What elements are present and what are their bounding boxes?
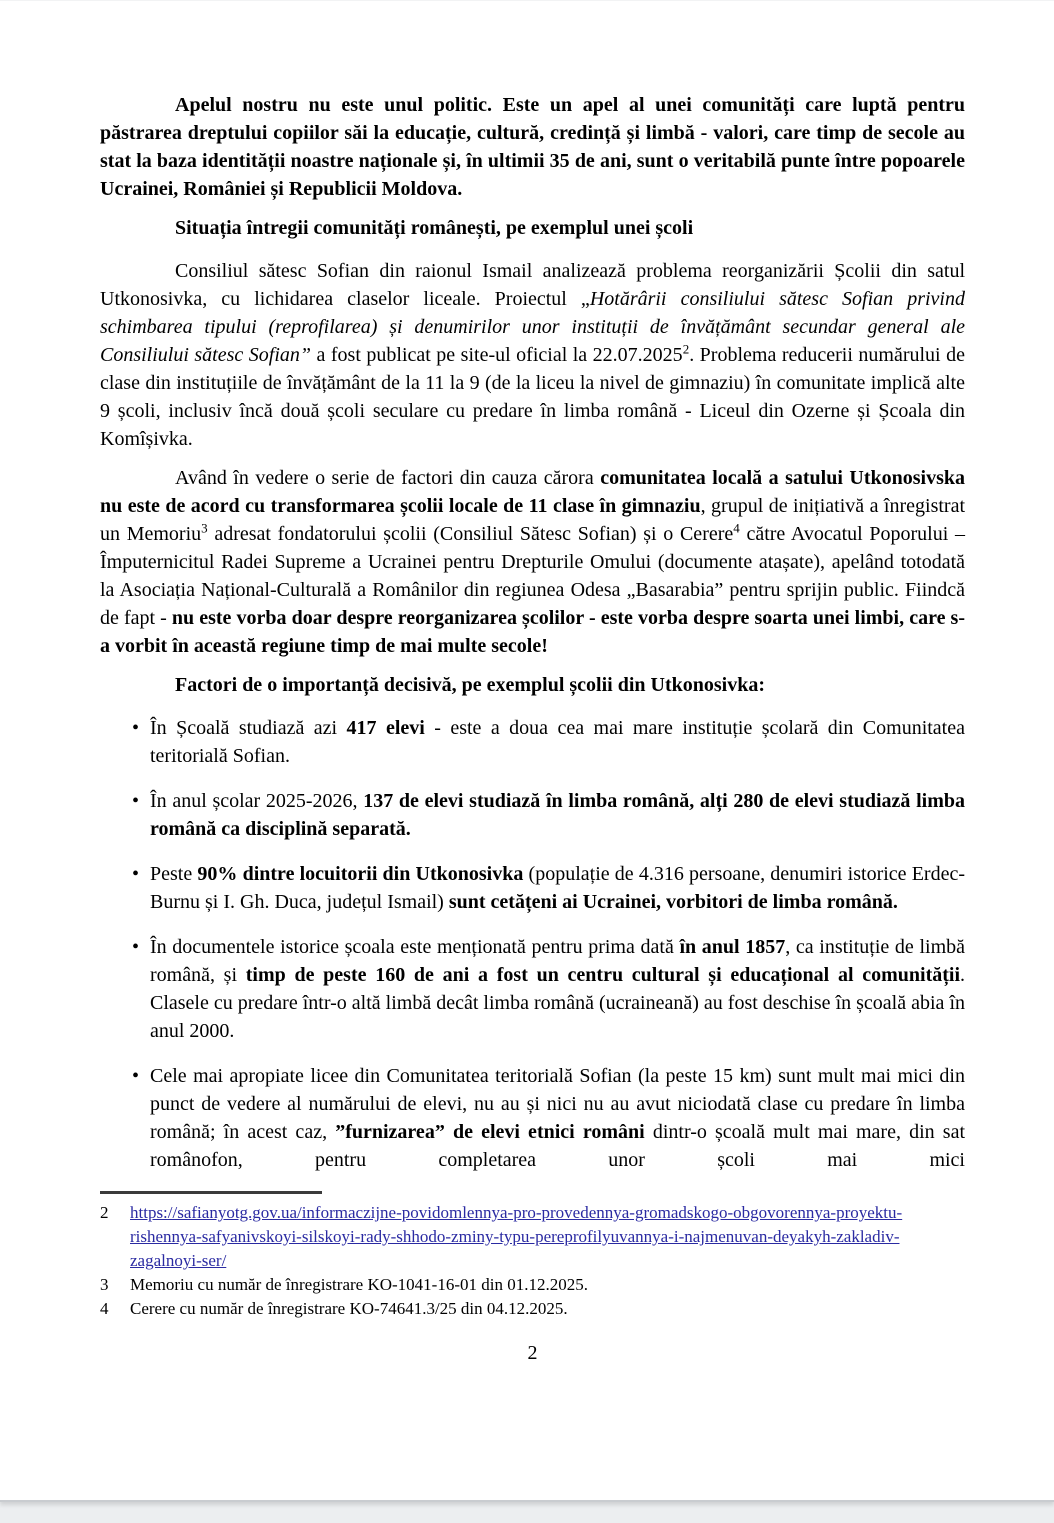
bullet-text: În Școală studiază azi 417 elevi - este a doua cea mai mare instituție școlară din Comunitatea teritorială Sofian.: [150, 717, 965, 767]
footnote-url-link[interactable]: https://safianyotg.gov.ua/informaczijne-povidomlennya-pro-provedennya-gromadskogo-obgovorennya-proyektu-rishennya-safyanivskoyi-silskoyi-rady-shhodo-zminy-typu-pereprofilyuvannya-i-najmenuvan-deyakyh-zakladiv-zagalnoyi-ser/: [130, 1203, 903, 1270]
footnote-number: 2: [100, 1203, 109, 1222]
bullet-dot-icon: •: [132, 1065, 140, 1087]
footnote-divider: [100, 1191, 322, 1194]
bullet-text: În anul școlar 2025-2026, 137 de elevi studiază în limba română, alți 280 de elevi studiază limba română ca disciplină separată.: [150, 790, 965, 840]
paragraph-council-project: Consiliul sătesc Sofian din raionul Ismail analizează problema reorganizării Școlii din satul Utkonosivka, cu lichidarea claselor liceale. Proiectul „Hotărârii consiliului sătesc Sofian privind schimbarea tipului (reprofilarea) și denumirilor unor instituții de învățământ secundar general ale Consiliului sătesc Sofian” a fost publicat pe site-ul oficial la 22.07.2025$^2$. Problema reducerii numărului de clase din instituțiile de învățământ de la 11 la 9 (de la liceu la nivel de gimnaziu) în comunitate implică alte 9 școli, inclusiv încă două școli seculare cu predare în limba română - Liceul din Ozerne și Școala din Komîșivka.: [100, 260, 965, 450]
section-heading-decisive-factors: Factori de o importanță decisivă, pe exemplul școlii din Utkonosivka:: [175, 674, 765, 696]
footnote-number: 3: [100, 1275, 109, 1294]
bullet-text: În documentele istorice școala este menționată pentru prima dată în anul 1857, ca instituție de limbă română, și timp de peste 160 de ani a fost un centru cultural și educațional al comunității. Clasele cu predare într-o altă limbă decât limba română (ucraineană) au fost deschise în școală abia în anul 2000.: [150, 936, 965, 1042]
bullet-text: Peste 90% dintre locuitorii din Utkonosivka (populație de 4.316 persoane, denumiri istorice Erdec-Burnu și I. Gh. Duca, județul Ismail) sunt cetățeni ai Ucrainei, vorbitori de limba română.: [150, 863, 966, 913]
section-heading-community-situation: Situația întregii comunități românești, pe exemplul unei școli: [175, 217, 694, 239]
footnote-row-2: [100, 1201, 965, 1273]
footnote-row-4: [100, 1297, 965, 1321]
bullet-item-nearby-lyceums: [100, 1062, 965, 1174]
page-content: [0, 1, 1054, 1367]
bullet-item-students-total: [100, 714, 965, 770]
factors-bullet-list: [100, 714, 965, 1174]
footnotes-section: [100, 1191, 965, 1321]
bullet-dot-icon: •: [132, 790, 140, 812]
footnote-number: 4: [100, 1299, 109, 1318]
footnote-row-3: [100, 1273, 965, 1297]
footnote-text-cerere: Cerere cu număr de înregistrare KO-74641.3/25 din 04.12.2025.: [130, 1299, 568, 1318]
footnote-text-url: [130, 1201, 965, 1273]
bullet-text: Cele mai apropiate licee din Comunitatea teritorială Sofian (la peste 15 km) sunt mult mai mici din punct de vedere al numărului de elevi, nu au și nici nu au avut niciodată clase cu predare în limba română; în acest caz, ”furnizarea” de elevi etnici români dintr-o școală mult mai mare, din sat românofon, pentru completarea unor școli mai mici: [150, 1065, 966, 1171]
bullet-dot-icon: •: [132, 936, 140, 958]
paragraph-memoriu-cerere: Având în vedere o serie de factori din cauza cărora comunitatea locală a satului Utkonosivska nu este de acord cu transformarea școlii locale de 11 clase în gimnaziu, grupul de inițiativă a înregistrat un Memoriu$^3$ adresat fondatorului școlii (Consiliul Sătesc Sofian) și o Cerere$^4$ către Avocatul Poporului – Împuternicitul Radei Supreme a Ucrainei pentru Drepturile Omului (documente atașate), apelând totodată la Asociația Național-Culturală a Românilor din regiunea Odesa „Basarabia” pentru sprijin public. Fiindcă de fapt - nu este vorba doar despre reorganizarea școlilor - este vorba despre soarta unei limbi, care s-a vorbit în această regiune timp de mai multe secole!: [100, 467, 965, 657]
bullet-item-school-history: [100, 933, 965, 1045]
bullet-item-population: [100, 860, 965, 916]
footnote-text-memoriu: Memoriu cu număr de înregistrare KO-1041-16-01 din 01.12.2025.: [130, 1275, 588, 1294]
bullet-item-romanian-students: [100, 787, 965, 843]
bullet-dot-icon: •: [132, 863, 140, 885]
bullet-dot-icon: •: [132, 717, 140, 739]
page-number: 2: [527, 1342, 538, 1364]
paragraph-appeal-intro: Apelul nostru nu este unul politic. Este un apel al unei comunități care luptă pentru păstrarea dreptului copiilor săi la educație, cultură, credință și limbă - valori, care timp de secole au stat la baza identității noastre naționale și, în ultimii 35 de ani, sunt o veritabilă punte între popoarele Ucrainei, României și Republicii Moldova.: [100, 94, 965, 200]
